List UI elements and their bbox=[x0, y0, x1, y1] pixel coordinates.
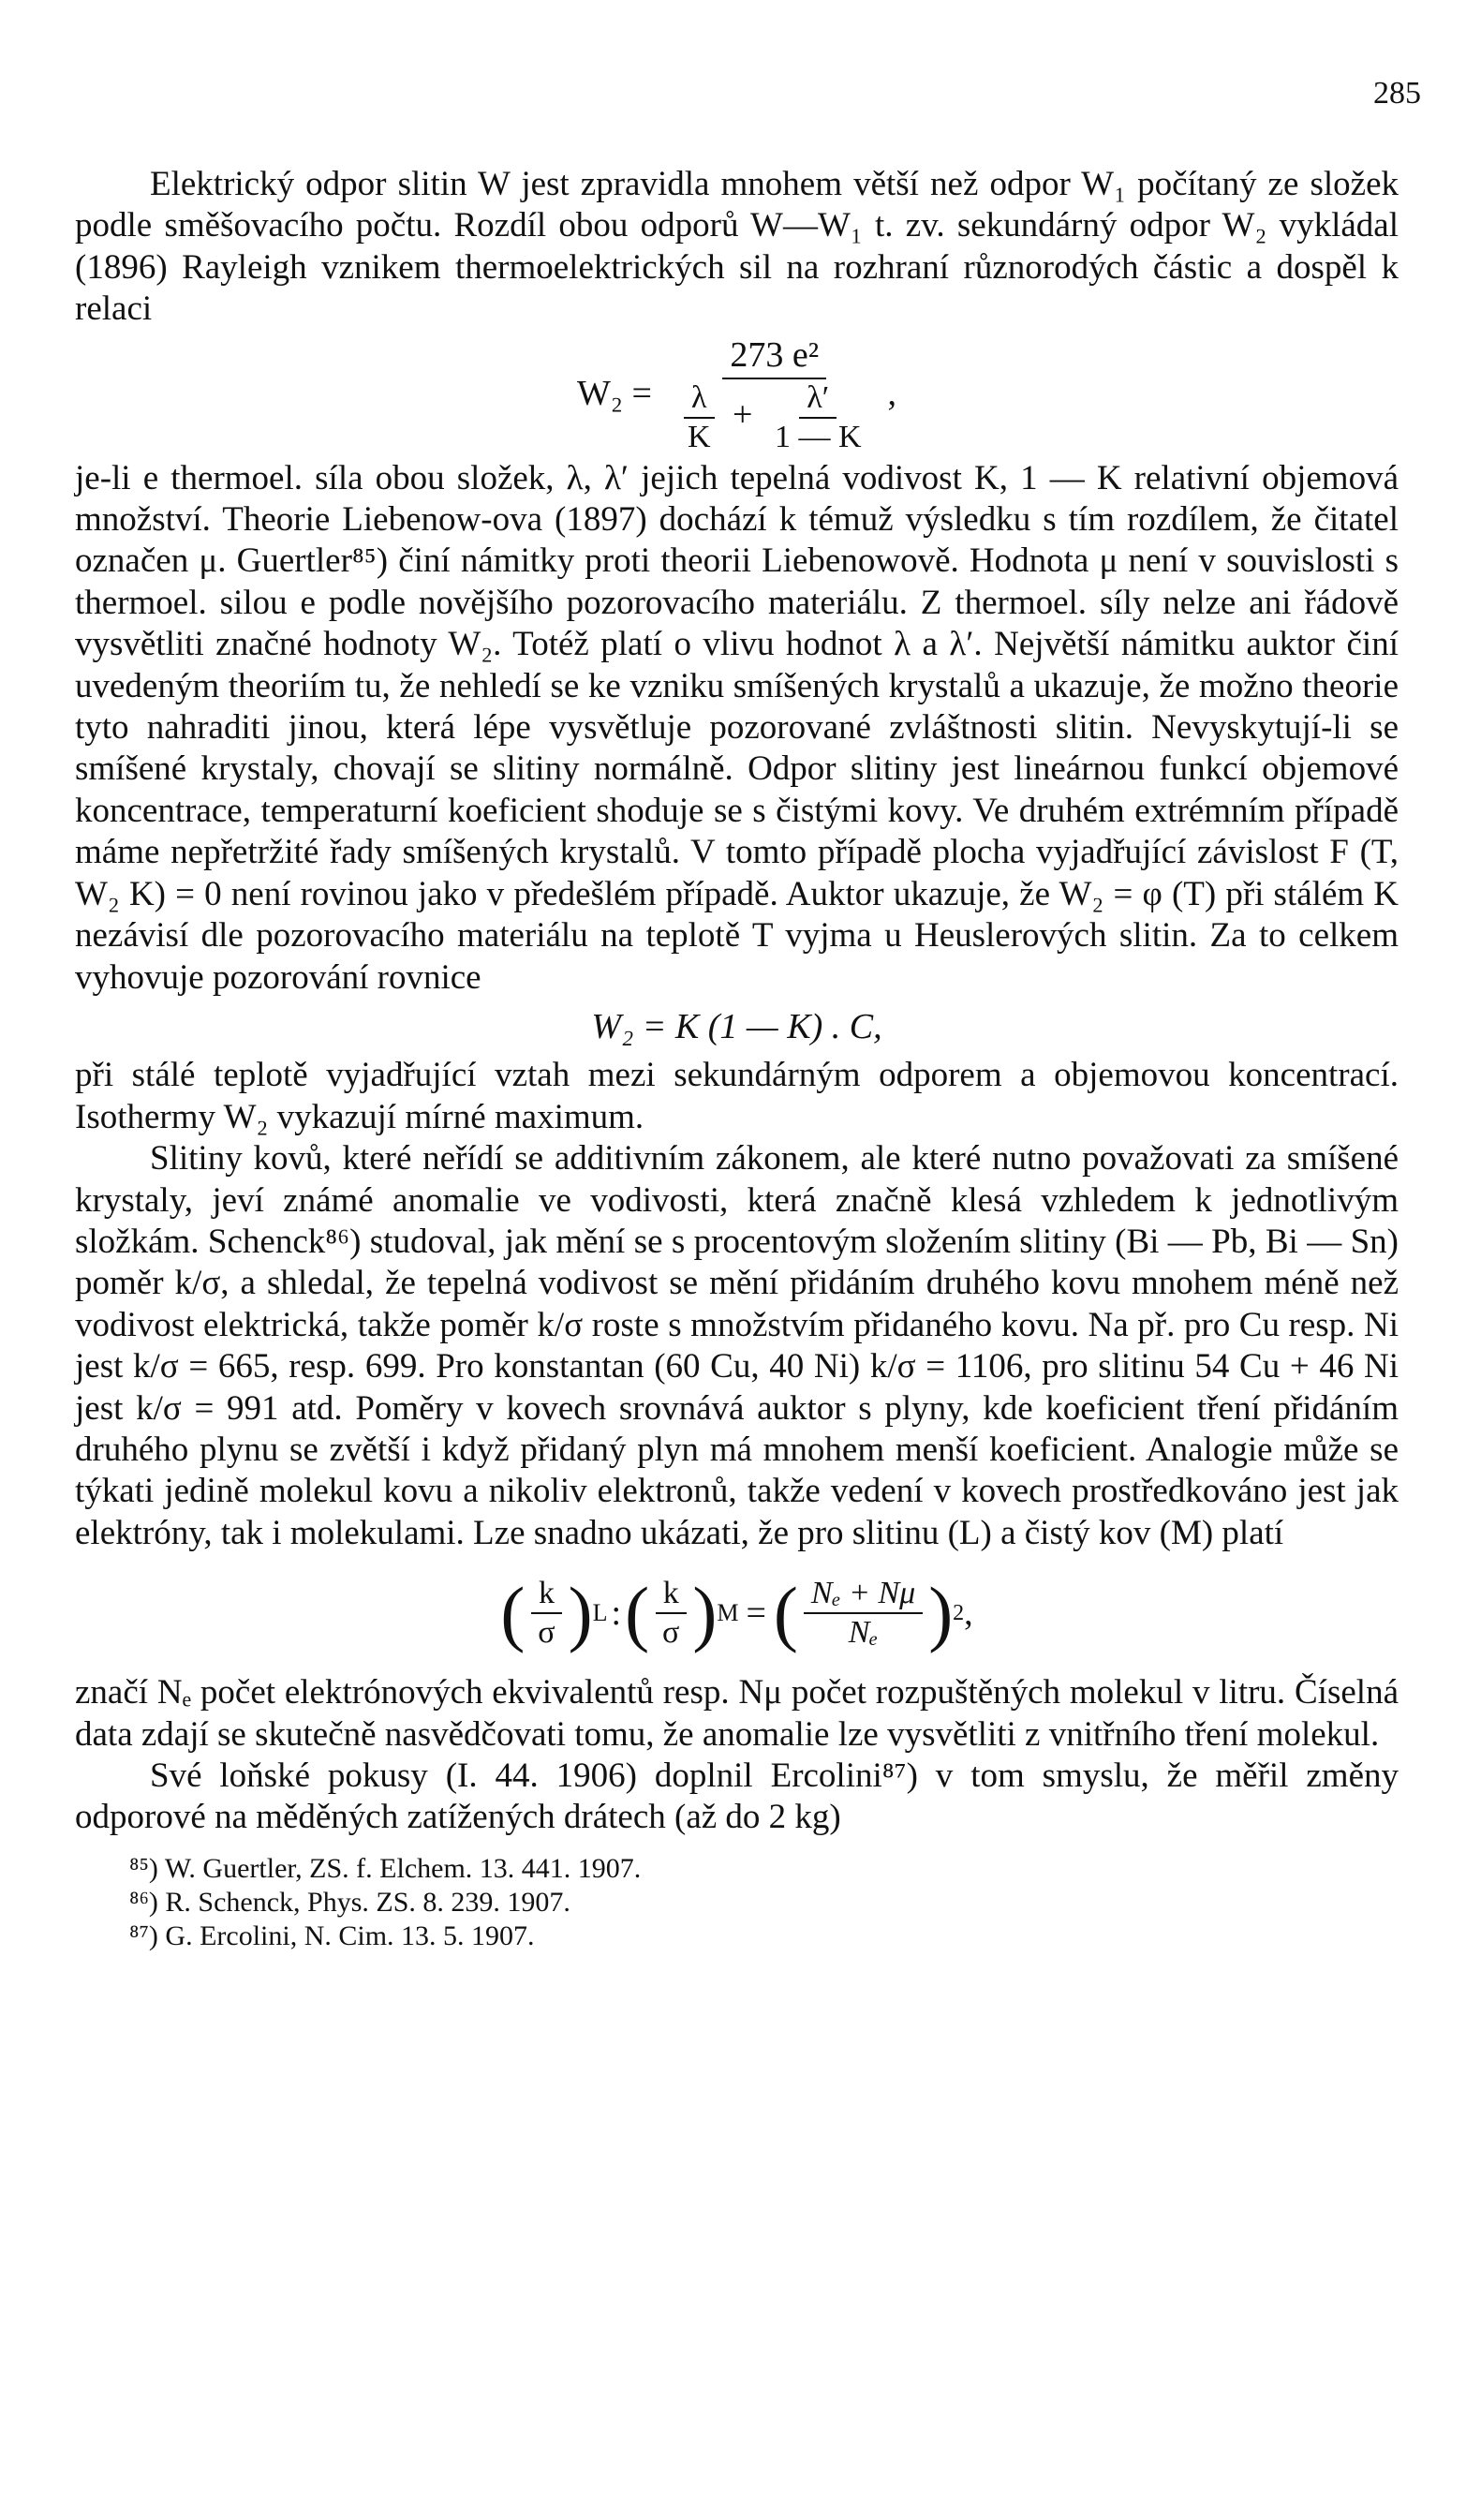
right-paren-3: ) bbox=[928, 1572, 954, 1654]
paragraph-1: Elektrický odpor slitin W jest zpravidla mnohem větší než odpor W₁ počítaný ze složek podle směšovacího počtu. Rozdíl obou odporů W—W₁ t. zv. sekundárný odpor W₂ vykládal (1896) Rayleigh vznikem thermoelektrických sil na rozhraní různorodých částic a dospěl k relaci bbox=[75, 165, 1399, 329]
footnote-85: ⁸⁵) W. Guertler, ZS. f. Elchem. 13. 441. 1907. bbox=[129, 1852, 642, 1884]
fraction-k-sigma-l bbox=[530, 1575, 562, 1652]
fraction-ne-nmu bbox=[804, 1575, 923, 1652]
ratio-colon: : bbox=[611, 1593, 622, 1633]
right-paren-2: ) bbox=[692, 1572, 718, 1654]
footnote-86: ⁸⁶) R. Schenck, Phys. ZS. 8. 239. 1907. bbox=[129, 1886, 570, 1918]
one-minus-k: 1 — K bbox=[774, 419, 862, 454]
ne-den: Nₑ bbox=[848, 1615, 879, 1651]
formula-lhs: W₂ = bbox=[576, 374, 652, 414]
left-paren-3: ( bbox=[773, 1572, 798, 1654]
formula-comma: , bbox=[887, 374, 897, 414]
paragraph-4: Slitiny kovů, které neřídí se additivním zákonem, ale které nutno považovati za smíšené krystaly, jeví známé anomalie ve vodivosti, která značně klesá vzhledem k jednotlivým složkám. Schenck⁸⁶) studoval, jak mění se s procentovým složením slitiny (Bi — Pb, Bi — Sn) poměr k/σ, a shledal, že tepelná vodivost se mění přidáním druhého kovu mnohem méně než vodivost elektrická, takže poměr k/σ roste s množstvím přidaného kovu. Na př. pro Cu resp. Ni jest k/σ = 665, resp. 699. Pro konstantan (60 Cu, 40 Ni) k/σ = 1106, pro slitinu 54 Cu + 46 Ni jest k/σ = 991 atd. Poměry v kovech srovnává auktor s plyny, kde koeficient tření přidáním druhého plynu se zvětší i když přidaný plyn má mnohem menší koeficient. Analogie může se týkati jedině molekul kovu a nikoliv elektronů, takže vedení v kovech prostředkováno jest jak elektróny, tak i molekulami. Lze snadno ukázati, že pro slitinu (L) a čistý kov (M) platí bbox=[75, 1139, 1399, 1552]
lambda-symbol: λ bbox=[684, 379, 715, 419]
formula-numerator: 273 e² bbox=[722, 333, 826, 379]
paragraph-5: značí Nₑ počet elektrónových ekvivalentů resp. Nμ počet rozpuštěných molekul v litru. Číselná data zdají se skutečně nasvědčovati tomu, že anomalie lze vysvětliti z vnitřního tření molekul. bbox=[75, 1673, 1399, 1754]
k-symbol: K bbox=[687, 419, 711, 454]
formula-rayleigh bbox=[75, 334, 1399, 454]
left-paren-2: ( bbox=[625, 1572, 650, 1654]
formula-denominator bbox=[667, 379, 882, 456]
fraction-k-sigma-m bbox=[655, 1575, 687, 1652]
k-num-2: k bbox=[656, 1575, 687, 1614]
subscript-m: M bbox=[717, 1598, 739, 1626]
formula-main-fraction bbox=[667, 333, 882, 456]
paragraph-6: Své loňské pokusy (I. 44. 1906) doplnil Ercolini⁸⁷) v tom smyslu, že měřil změny odporové na měděných zatížených drátech (až do 2 kg) bbox=[75, 1757, 1399, 1837]
page-number: 285 bbox=[1373, 76, 1421, 111]
footnotes bbox=[75, 1852, 1399, 1953]
left-paren: ( bbox=[500, 1572, 526, 1654]
formula-w2 bbox=[75, 1006, 1399, 1047]
paragraph-2: je-li e thermoel. síla obou složek, λ, λ′ jejich tepelná vodivost K, 1 — K relativní objemová množství. Theorie Liebenow-ova (1897) dochází k témuž výsledku s tím rozdílem, že čitatel označen μ. Guertler⁸⁵) činí námitky proti theorii Liebenowově. Hodnota μ není v souvislosti s thermoel. silou e podle novějšího pozorovacího materiálu. Z thermoel. síly nelze ani řádově vysvětliti značné hodnoty W₂. Totéž platí o vlivu hodnot λ a λ′. Největší námitku auktor činí uvedeným theoriím tu, že nehledí se ke vzniku smíšených krystalů a ukazuje, že možno theorie tyto nahraditi jinou, která lépe vysvětluje pozorované zvláštnosti slitin. Nevyskytují-li se smíšené krystaly, chovají se slitiny normálně. Odpor slitiny jest lineárnou funkcí objemové koncentrace, temperaturní koeficient shoduje se s čistými kovy. Ve druhém extrémním případě máme nepřetržité řady smíšených krystalů. V tomto případě plocha vyjadřující závislost F (T, W₂ K) = 0 není rovinou jako v předešlém případě. Auktor ukazuje, že W₂ = φ (T) při stálém K nezávisí dle pozorovacího materiálu na teplotě T vyjma u Heuslerových slitin. Za to celkem vyhovuje pozorování rovnice bbox=[75, 458, 1399, 997]
sigma-den: σ bbox=[538, 1615, 555, 1651]
equals-sign: = bbox=[746, 1593, 766, 1633]
formula-ratio-comma: , bbox=[964, 1593, 973, 1633]
formula-w2-text: W₂ = K (1 — K) . C, bbox=[591, 1006, 882, 1046]
footnote-87: ⁸⁷) G. Ercolini, N. Cim. 13. 5. 1907. bbox=[129, 1920, 535, 1951]
plus-sign: + bbox=[733, 394, 753, 435]
paragraph-3: při stálé teplotě vyjadřující vztah mezi sekundárným odporem a objemovou koncentrací. Isothermy W₂ vykazují mírné maximum. bbox=[75, 1056, 1399, 1136]
k-num: k bbox=[531, 1575, 562, 1614]
right-paren: ) bbox=[568, 1572, 593, 1654]
ne-plus-nmu: Nₑ + Nμ bbox=[804, 1575, 923, 1614]
fraction-lambda-prime bbox=[767, 379, 869, 456]
lambda-prime-symbol: λ′ bbox=[799, 379, 837, 419]
exponent: 2 bbox=[953, 1600, 965, 1625]
sigma-den-2: σ bbox=[662, 1615, 680, 1651]
formula-ratio bbox=[75, 1562, 1399, 1665]
fraction-lambda-k bbox=[680, 379, 718, 456]
subscript-l: L bbox=[592, 1598, 608, 1626]
